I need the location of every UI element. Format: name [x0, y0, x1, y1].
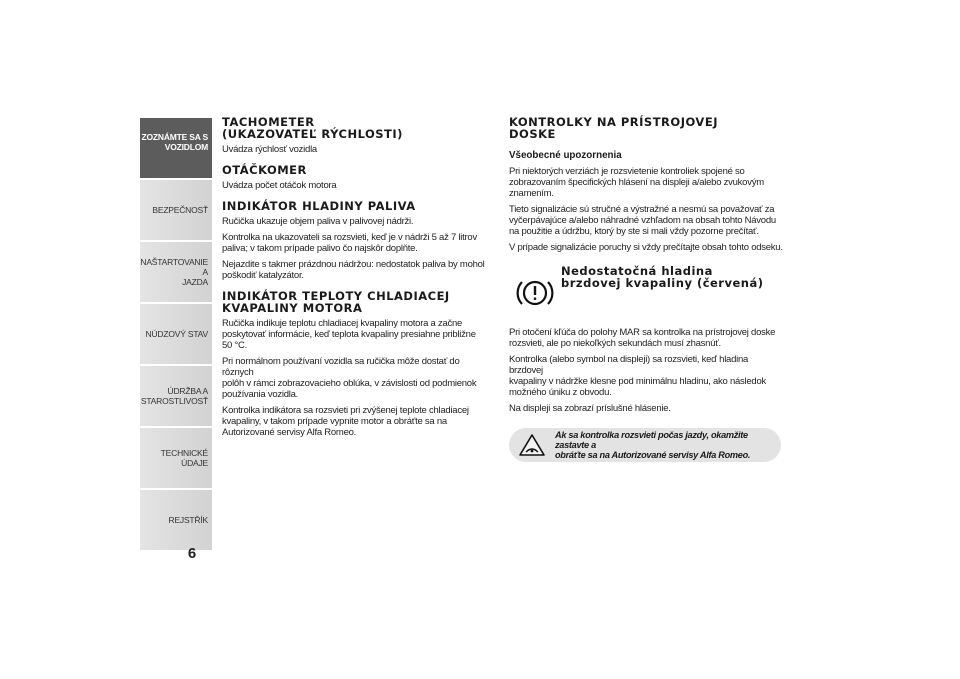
- text-palivo-3: Nejazdite s takmer prázdnou nádržou: nedostatok paliva by mohol poškodiť katalyzátor.: [222, 259, 485, 281]
- text-brzdy-1: Pri otočení kľúča do polohy MAR sa kontrolka na prístrojovej doske rozsvieti, ale po niekoľkých sekundách musí zhasnúť.: [509, 327, 776, 349]
- text-teplota-2: Pri normálnom používaní vozidla sa ručička môže dostať do rôznych polôh v rámci zobrazovacieho oblúka, v závislosti od podmienok používania vozidla.: [222, 356, 477, 400]
- warning-triangle-icon: [519, 434, 545, 456]
- sidebar-tabs: [140, 118, 212, 552]
- tab-udrzba[interactable]: ÚDRŽBA A STAROSTLIVOSŤ: [140, 366, 212, 426]
- tab-zoznamte-sa[interactable]: ZOZNÁMTE SA S VOZIDLOM: [140, 118, 212, 178]
- tab-nastartovanie[interactable]: NAŠTARTOVANIE A JAZDA: [140, 242, 212, 302]
- text-brzdy-3: Na displeji sa zobrazí príslušné hlásenie.: [509, 403, 671, 414]
- text-kontrolky-2: Tieto signalizácie sú stručné a výstražné a nesmú sa považovať za vyčerpávajúce a/alebo náhradné vzhľadom na obsah tohto Návodu na použitie a údržbu, ktorý by ste si mali vždy pozorne prečítať.: [509, 204, 776, 237]
- text-kontrolky-1: Pri niektorých verziách je rozsvietenie kontroliek spojené so zobrazovaním špecifických hlásení na displeji a/alebo zvukovým znamením.: [509, 166, 764, 199]
- text-teplota-3: Kontrolka indikátora sa rozsvieti pri zvýšenej teplote chladiacej kvapaliny, v takom prípade vypnite motor a obráťte sa na Autorizované servisy Alfa Romeo.: [222, 405, 469, 438]
- text-teplota-1: Ručička indikuje teplotu chladiacej kvapaliny motora a začne poskytovať informácie, keď teplota kvapaliny presiahne približne 50 °C.: [222, 318, 476, 351]
- warning-text: Ak sa kontrolka rozsvieti počas jazdy, okamžite zastavte a obráťte sa na Autorizované servisy Alfa Romeo.: [555, 430, 751, 460]
- text-kontrolky-3: V prípade signalizácie poruchy si vždy prečítajte obsah tohto odseku.: [509, 242, 783, 253]
- text-otackomer: Uvádza počet otáčok motora: [222, 180, 337, 191]
- right-column: [509, 116, 783, 462]
- heading-brzdy: Nedostatočná hladina brzdovej kvapaliny (červená): [561, 264, 764, 290]
- warning-box: [509, 428, 781, 462]
- heading-kontrolky: KONTROLKY NA PRÍSTROJOVEJ DOSKE: [509, 115, 718, 141]
- brake-warning-icon: [515, 273, 555, 313]
- text-palivo-1: Ručička ukazuje objem paliva v palivovej nádrži.: [222, 216, 414, 227]
- heading-teplota: INDIKÁTOR TEPLOTY CHLADIACEJ KVAPALINY MOTORA: [222, 289, 450, 315]
- tab-technicke-udaje[interactable]: TECHNICKÉ ÚDAJE: [140, 428, 212, 488]
- tab-rejstrik[interactable]: REJSTŘÍK: [140, 490, 212, 550]
- subheading-upozornenia: Všeobecné upozornenia: [509, 150, 622, 161]
- tab-nudzovy-stav[interactable]: NÚDZOVÝ STAV: [140, 304, 212, 364]
- heading-otackomer: OTÁČKOMER: [222, 163, 307, 177]
- brake-fluid-header: [509, 265, 783, 313]
- page-number: 6: [187, 545, 197, 562]
- tab-bezpecnost[interactable]: BEZPEČNOSŤ: [140, 180, 212, 240]
- text-palivo-2: Kontrolka na ukazovateli sa rozsvieti, keď je v nádrži 5 až 7 litrov paliva; v takom prípade palivo čo najskôr doplňte.: [222, 232, 477, 254]
- left-column: [222, 116, 492, 443]
- text-brzdy-2: Kontrolka (alebo symbol na displeji) sa rozsvieti, keď hladina brzdovej kvapaliny v nádržke klesne pod minimálnu hladinu, ako následok možného úniku z obvodu.: [509, 354, 766, 398]
- text-tachometer: Uvádza rýchlosť vozidla: [222, 144, 317, 155]
- heading-tachometer: TACHOMETER (UKAZOVATEĽ RÝCHLOSTI): [222, 115, 403, 141]
- heading-palivo: INDIKÁTOR HLADINY PALIVA: [222, 199, 416, 213]
